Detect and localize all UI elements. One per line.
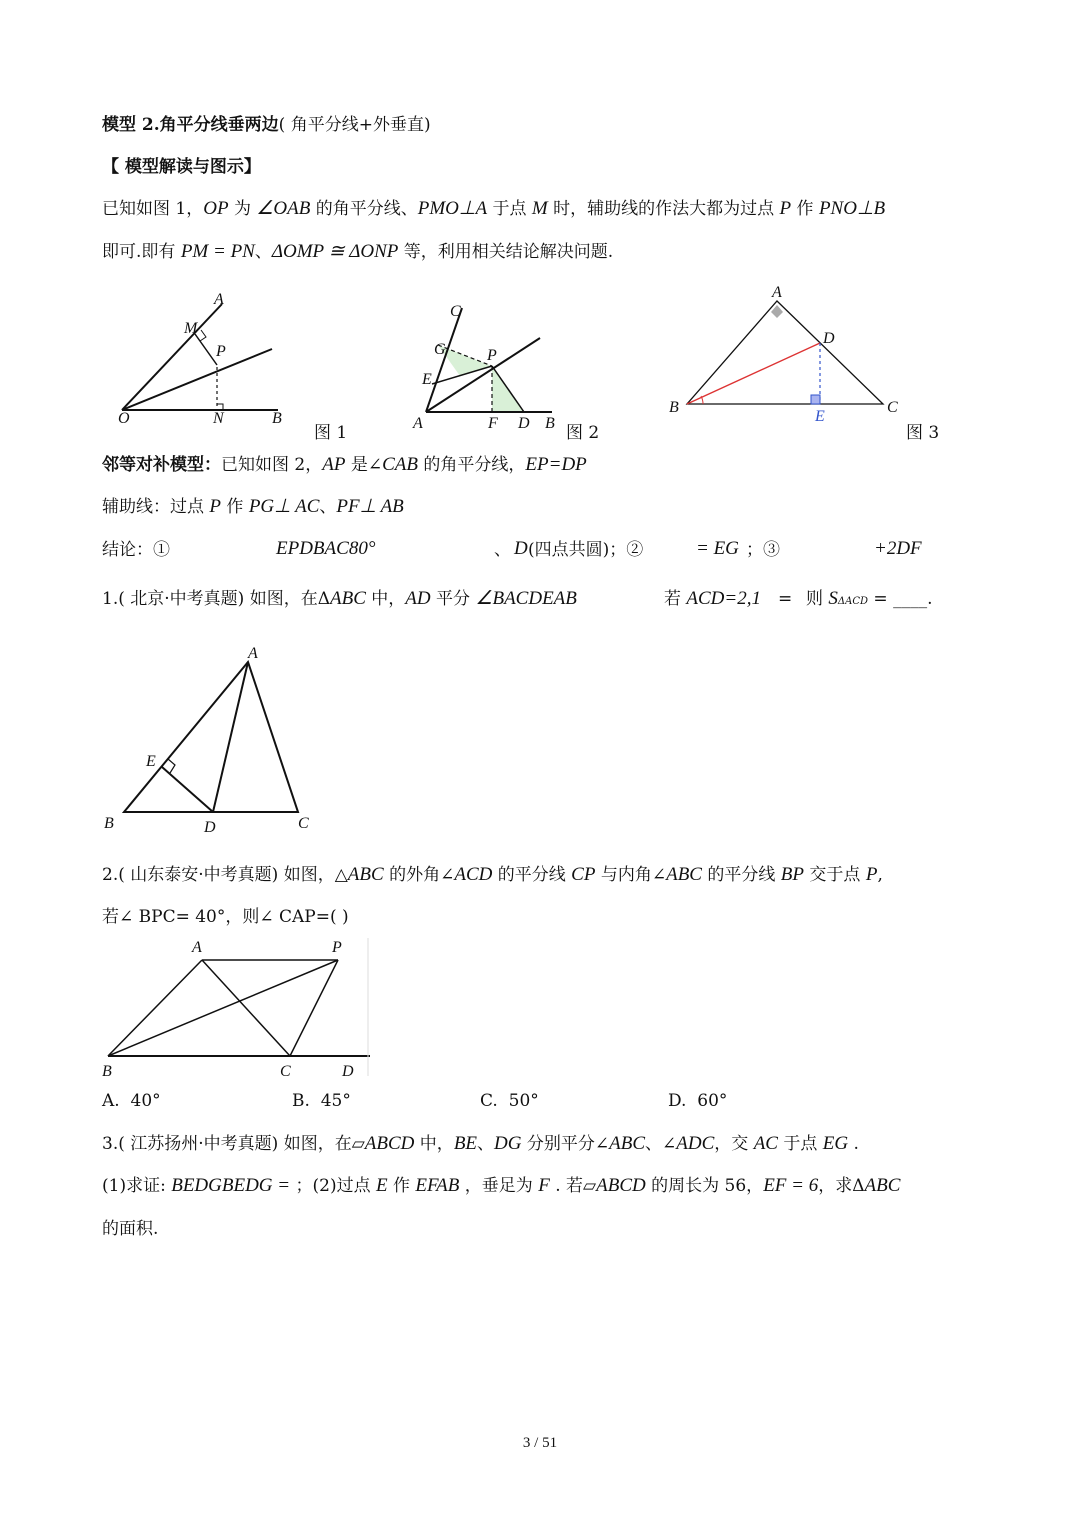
- problem-3-text: 、∠: [645, 1134, 677, 1154]
- intro-text: 即可.即有: [102, 242, 181, 262]
- fig1-label-m: M: [184, 320, 198, 337]
- intro-math: OP: [203, 198, 229, 219]
- problem-2-figure-label-d: D: [342, 1063, 354, 1080]
- intro-math: PNO⊥B: [818, 198, 886, 219]
- problem-1-text: 如图，在Δ: [244, 589, 330, 609]
- fig3-label-e: E: [815, 408, 825, 425]
- problem-3-text: ，垂足为: [459, 1176, 539, 1196]
- intro-math: PM = PN: [180, 241, 255, 262]
- auxiliary-math: P: [209, 496, 222, 517]
- adjacent-model-label: 邻等对补模型：: [102, 455, 221, 475]
- problem-2-math: BP: [780, 864, 805, 885]
- problem-1-area: [806, 588, 933, 613]
- problem-3-text: 作: [387, 1176, 416, 1196]
- problem-2-math: CP: [571, 864, 596, 885]
- intro-text: 等，利用相关结论解决问题.: [398, 242, 614, 262]
- problem-2-option-a[interactable]: [102, 1090, 161, 1112]
- fig2-label-p: P: [487, 347, 497, 364]
- problem-3-text: ，求Δ: [818, 1176, 865, 1196]
- problem-2-option-d[interactable]: [668, 1090, 727, 1112]
- adjacent-math: EP=DP: [525, 454, 587, 475]
- problem-1-text: 中，: [365, 589, 406, 609]
- conclusion-part-5: = EG: [696, 538, 739, 559]
- problem-2-figure-label-a: A: [192, 939, 202, 956]
- problem-3-text: 如图，在▱: [278, 1134, 365, 1154]
- intro-text: 已知如图 1，: [102, 199, 204, 219]
- problem-1-figure-label-a: A: [248, 645, 258, 662]
- problem-2-figure-label-b: B: [102, 1063, 112, 1080]
- problem-1-figure-label-d: D: [204, 819, 216, 836]
- problem-3-math: E: [376, 1175, 388, 1196]
- problem-3-math: ABCD: [596, 1175, 646, 1196]
- problem-2-math: P: [865, 864, 878, 885]
- problem-3-math: BE: [453, 1133, 478, 1154]
- adjacent-model-line: [102, 454, 587, 476]
- problem-3-source: ( 江苏扬州·中考真题): [118, 1134, 279, 1154]
- fig1-label-p: P: [216, 343, 226, 360]
- problem-1-text: 若: [664, 589, 687, 609]
- problem-1-subscript: ΔACD: [837, 596, 869, 607]
- problem-1-source: ( 北京·中考真题): [118, 589, 245, 609]
- problem-3-text: . 若▱: [549, 1176, 597, 1196]
- problem-1-number: 1.: [102, 589, 119, 609]
- problem-3-math: ABC: [864, 1175, 901, 1196]
- problem-1-text: 则: [806, 589, 829, 609]
- problem-2-math: ABC: [347, 864, 384, 885]
- fig2-label-f: F: [488, 415, 498, 432]
- fig1-label-n: N: [213, 410, 224, 427]
- intro-text: 为: [228, 199, 257, 219]
- problem-3-text: ；(2)过点: [290, 1176, 376, 1196]
- problem-3-text: 、: [477, 1134, 495, 1154]
- problem-2-figure-label-c: C: [280, 1063, 291, 1080]
- fig3-label-b: B: [669, 399, 679, 416]
- option-key: D.: [668, 1091, 687, 1111]
- problem-2-option-b[interactable]: [292, 1090, 351, 1112]
- problem-3-text: ，交: [714, 1134, 754, 1154]
- problem-2-text: 的平分线: [701, 865, 781, 885]
- intro-text: 于点: [487, 199, 532, 219]
- auxiliary-math: PG⊥ AC: [248, 496, 320, 517]
- problem-2-figure-label-p: P: [332, 939, 342, 956]
- conclusion-part-2: 、: [494, 540, 511, 560]
- fig3-label-d: D: [823, 330, 835, 347]
- option-value: 45°: [320, 1091, 351, 1111]
- auxiliary-math: PF⊥ AB: [336, 496, 404, 517]
- problem-3-math: BEDGBEDG =: [171, 1175, 291, 1196]
- conclusion-part-6: ；③: [746, 540, 780, 560]
- problem-1-line-right: [664, 588, 761, 610]
- problem-2-question: 若∠ BPC= 40°，则∠ CAP=( ): [102, 907, 349, 927]
- auxiliary-line: [102, 496, 404, 518]
- adjacent-text: 的角平分线，: [418, 455, 526, 475]
- problem-1-figure-label-b: B: [104, 815, 114, 832]
- problem-3-text: 中，: [414, 1134, 454, 1154]
- adjacent-text: 已知如图 2，: [221, 455, 323, 475]
- problem-2-text: ,: [877, 865, 883, 885]
- intro-line-2: [102, 241, 613, 263]
- figure-1-caption: 图 1: [314, 423, 348, 443]
- fig2-label-b: B: [545, 415, 555, 432]
- problem-3-math: EFAB: [415, 1175, 460, 1196]
- section-label: 【 模型解读与图示】: [102, 157, 261, 177]
- problem-1-figure: [100, 640, 330, 840]
- problem-3-text: 的周长为 56，: [645, 1176, 764, 1196]
- option-value: 60°: [697, 1091, 728, 1111]
- intro-math: P: [779, 198, 792, 219]
- problem-1-text: =: [868, 589, 894, 609]
- problem-3-math: AC: [753, 1133, 778, 1154]
- problem-3-math: EG: [822, 1133, 849, 1154]
- problem-3-math: DG: [494, 1133, 522, 1154]
- model-subtitle: ( 角平分线+外垂直): [278, 115, 431, 135]
- fig2-label-g: G: [434, 341, 446, 358]
- intro-line-1: [102, 198, 885, 220]
- problem-1-math: S: [828, 588, 838, 609]
- intro-math: ∠OAB: [256, 198, 311, 219]
- conclusion-part-3: D: [514, 538, 528, 559]
- problem-1-line: [102, 588, 577, 610]
- fig2-label-c: C: [450, 303, 461, 320]
- problem-2-figure: [100, 938, 372, 1078]
- fig3-label-c: C: [887, 399, 898, 416]
- fig3-label-a: A: [772, 284, 782, 301]
- problem-3-text: (1)求证:: [102, 1176, 172, 1196]
- figure-3: [665, 284, 898, 425]
- problem-1-figure-label-e: E: [146, 753, 156, 770]
- problem-1-blank: ____.: [893, 589, 933, 609]
- intro-math: ΔOMP ≅ ΔONP: [271, 241, 399, 262]
- fig1-label-b: B: [272, 410, 282, 427]
- model-heading: [102, 114, 431, 136]
- problem-3-text: 于点: [777, 1134, 823, 1154]
- problem-3-number: 3.: [102, 1134, 119, 1154]
- problem-2-math: ACD: [454, 864, 493, 885]
- intro-text: 作: [791, 199, 819, 219]
- problem-2-text: 与内角∠: [595, 865, 667, 885]
- auxiliary-text: 、: [319, 497, 337, 517]
- intro-text: 的角平分线、: [310, 199, 418, 219]
- auxiliary-label: 辅助线：过点: [102, 497, 210, 517]
- adjacent-math: AP: [322, 454, 346, 475]
- problem-3-text: 分别平分∠: [521, 1134, 610, 1154]
- conclusion-part-1: EPDBAC80°: [276, 538, 376, 559]
- problem-3-line-2: [102, 1175, 900, 1197]
- problem-3-line-1: [102, 1133, 859, 1155]
- problem-1-math: ABC: [330, 588, 366, 609]
- problem-3-text: .: [848, 1134, 859, 1154]
- auxiliary-text: 作: [221, 497, 249, 517]
- intro-math: M: [531, 198, 548, 219]
- problem-1-math: AD: [405, 588, 431, 609]
- figure-3-caption: 图 3: [906, 423, 940, 443]
- intro-text: 时，辅助线的作法大都为过点: [547, 199, 780, 219]
- page-number: 3 / 51: [522, 1435, 558, 1451]
- fig1-label-o: O: [118, 410, 130, 427]
- fig2-label-e: E: [422, 371, 432, 388]
- problem-1-math: ∠BACDEAB: [475, 588, 577, 609]
- intro-math: PMO⊥A: [417, 198, 488, 219]
- option-value: 40°: [130, 1091, 161, 1111]
- problem-1-math: ACD=2,1: [686, 588, 761, 609]
- problem-3-math: ADC: [676, 1133, 715, 1154]
- option-key: B.: [292, 1091, 310, 1111]
- problem-3-math: ABC: [609, 1133, 646, 1154]
- figure-2: [410, 298, 570, 433]
- conclusion-label: 结论：①: [102, 540, 170, 560]
- figure-2-caption: 图 2: [566, 423, 600, 443]
- fig2-label-d: D: [518, 415, 530, 432]
- problem-2-math: ABC: [666, 864, 702, 885]
- problem-2-source: ( 山东泰安·中考真题): [118, 865, 279, 885]
- intro-text: 、: [254, 242, 272, 262]
- problem-2-text: 的平分线: [492, 865, 572, 885]
- problem-3-line-3: 的面积.: [102, 1219, 159, 1239]
- figure-1: [110, 288, 310, 428]
- problem-3-math: EF = 6: [763, 1175, 819, 1196]
- option-key: C.: [480, 1091, 498, 1111]
- problem-2-text: 如图，△: [278, 865, 348, 885]
- option-key: A.: [102, 1091, 120, 1111]
- problem-2-line: [102, 864, 883, 886]
- problem-2-option-c[interactable]: [480, 1090, 539, 1112]
- problem-3-math: F: [538, 1175, 550, 1196]
- conclusion-part-7: +2DF: [874, 538, 922, 559]
- model-title: 模型 2.角平分线垂两边: [102, 115, 279, 135]
- adjacent-math: CAB: [382, 454, 418, 475]
- adjacent-text: 是∠: [345, 455, 383, 475]
- fig2-label-a: A: [413, 415, 423, 432]
- conclusion-part-4: (四点共圆)；②: [528, 540, 644, 560]
- problem-3-math: ABCD: [364, 1133, 415, 1154]
- fig1-label-a: A: [214, 291, 224, 308]
- problem-1-figure-label-c: C: [298, 815, 309, 832]
- problem-1-text: 平分: [430, 589, 476, 609]
- option-value: 50°: [508, 1091, 539, 1111]
- problem-2-number: 2.: [102, 865, 119, 885]
- problem-2-text: 的外角∠: [383, 865, 455, 885]
- problem-1-equals: =: [778, 589, 793, 609]
- problem-2-text: 交于点: [804, 865, 866, 885]
